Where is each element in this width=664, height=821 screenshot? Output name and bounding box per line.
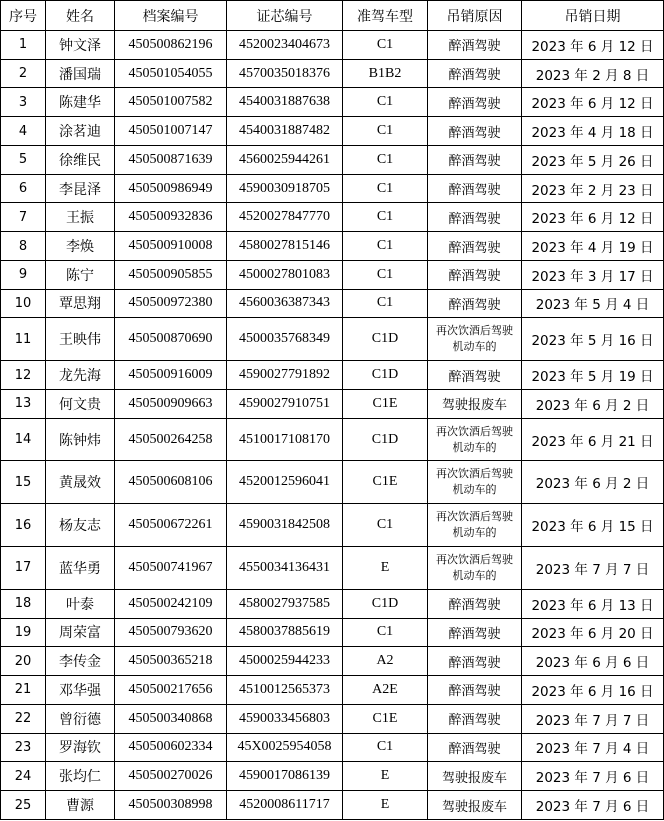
cell-name: 蓝华勇 [46,547,115,590]
cell-reason: 驾驶报废车 [428,791,522,820]
table-row [1,389,664,418]
cell-license-class: B1B2 [343,59,428,88]
cell-date: 2023 年 4 月 19 日 [522,232,664,261]
cell-reason: 醉酒驾驶 [428,145,522,174]
cell-cert-number: 4560036387343 [227,289,343,318]
table-body [1,31,664,820]
cell-file-number: 450500986949 [115,174,227,203]
cell-license-class: C1 [343,289,428,318]
table-row [1,232,664,261]
cell-license-class: C1E [343,389,428,418]
cell-reason: 再次饮酒后驾驶机动车的 [428,418,522,461]
cell-file-number: 450500308998 [115,791,227,820]
cell-reason: 醉酒驾驶 [428,59,522,88]
cell-license-class: E [343,762,428,791]
cell-name: 王振 [46,203,115,232]
cell-file-number: 450500242109 [115,589,227,618]
cell-cert-number: 4580027815146 [227,232,343,261]
cell-reason: 醉酒驾驶 [428,260,522,289]
cell-cert-number: 4520008611717 [227,791,343,820]
cell-name: 陈宁 [46,260,115,289]
cell-cert-number: 4590017086139 [227,762,343,791]
header-cell-reason: 吊销原因 [428,1,522,31]
cell-reason: 再次饮酒后驾驶机动车的 [428,461,522,504]
cell-date: 2023 年 2 月 23 日 [522,174,664,203]
cell-date: 2023 年 6 月 12 日 [522,88,664,117]
header-cell-license-class: 准驾车型 [343,1,428,31]
cell-date: 2023 年 6 月 6 日 [522,647,664,676]
header-row [1,1,664,31]
cell-license-class: A2 [343,647,428,676]
cell-cert-number: 4560025944261 [227,145,343,174]
cell-date: 2023 年 6 月 15 日 [522,504,664,547]
cell-index: 11 [1,318,46,361]
cell-index: 18 [1,589,46,618]
cell-index: 25 [1,791,46,820]
cell-license-class: C1 [343,618,428,647]
cell-cert-number: 4500027801083 [227,260,343,289]
cell-reason: 驾驶报废车 [428,762,522,791]
cell-date: 2023 年 7 月 7 日 [522,547,664,590]
cell-file-number: 450500365218 [115,647,227,676]
header-cell-index: 序号 [1,1,46,31]
cell-index: 16 [1,504,46,547]
table-row [1,174,664,203]
cell-license-class: C1D [343,589,428,618]
cell-cert-number: 4580037885619 [227,618,343,647]
cell-license-class: C1D [343,361,428,390]
cell-date: 2023 年 7 月 6 日 [522,791,664,820]
cell-date: 2023 年 7 月 6 日 [522,762,664,791]
cell-license-class: C1 [343,260,428,289]
cell-license-class: C1 [343,733,428,762]
cell-license-class: C1D [343,318,428,361]
cell-index: 23 [1,733,46,762]
cell-reason: 醉酒驾驶 [428,289,522,318]
cell-cert-number: 4590027791892 [227,361,343,390]
cell-index: 22 [1,704,46,733]
cell-file-number: 450501007147 [115,117,227,146]
cell-index: 15 [1,461,46,504]
cell-date: 2023 年 7 月 4 日 [522,733,664,762]
cell-reason: 醉酒驾驶 [428,676,522,705]
table-row [1,289,664,318]
cell-license-class: C1 [343,174,428,203]
cell-cert-number: 4590031842508 [227,504,343,547]
cell-name: 罗海钦 [46,733,115,762]
table-row [1,676,664,705]
cell-reason: 再次饮酒后驾驶机动车的 [428,318,522,361]
cell-reason: 再次饮酒后驾驶机动车的 [428,504,522,547]
cell-name: 曹源 [46,791,115,820]
cell-date: 2023 年 5 月 19 日 [522,361,664,390]
cell-date: 2023 年 5 月 16 日 [522,318,664,361]
cell-cert-number: 4590033456803 [227,704,343,733]
cell-name: 张均仁 [46,762,115,791]
header-cell-name: 姓名 [46,1,115,31]
cell-license-class: C1 [343,31,428,60]
cell-name: 潘国瑞 [46,59,115,88]
cell-name: 李昆泽 [46,174,115,203]
cell-name: 曾衍德 [46,704,115,733]
cell-license-class: C1E [343,461,428,504]
cell-name: 杨友志 [46,504,115,547]
table-row [1,589,664,618]
cell-cert-number: 4590030918705 [227,174,343,203]
cell-cert-number: 4500025944233 [227,647,343,676]
cell-index: 19 [1,618,46,647]
cell-file-number: 450500905855 [115,260,227,289]
cell-file-number: 450500972380 [115,289,227,318]
cell-date: 2023 年 6 月 21 日 [522,418,664,461]
cell-name: 陈建华 [46,88,115,117]
cell-reason: 醉酒驾驶 [428,733,522,762]
cell-index: 7 [1,203,46,232]
table-row [1,504,664,547]
cell-index: 24 [1,762,46,791]
cell-file-number: 450500916009 [115,361,227,390]
cell-index: 4 [1,117,46,146]
cell-reason: 醉酒驾驶 [428,589,522,618]
cell-index: 2 [1,59,46,88]
cell-file-number: 450500910008 [115,232,227,261]
cell-license-class: A2E [343,676,428,705]
table-row [1,145,664,174]
cell-cert-number: 4520023404673 [227,31,343,60]
cell-reason: 醉酒驾驶 [428,704,522,733]
cell-file-number: 450500932836 [115,203,227,232]
cell-name: 涂茗迪 [46,117,115,146]
cell-name: 黄晟效 [46,461,115,504]
cell-index: 10 [1,289,46,318]
cell-license-class: C1D [343,418,428,461]
cell-cert-number: 4510017108170 [227,418,343,461]
cell-file-number: 450500672261 [115,504,227,547]
cell-file-number: 450500608106 [115,461,227,504]
cell-index: 13 [1,389,46,418]
table-row [1,647,664,676]
cell-license-class: C1 [343,117,428,146]
cell-index: 17 [1,547,46,590]
cell-license-class: C1E [343,704,428,733]
cell-cert-number: 4520012596041 [227,461,343,504]
cell-date: 2023 年 6 月 12 日 [522,203,664,232]
header-cell-cert-number: 证芯编号 [227,1,343,31]
cell-file-number: 450500909663 [115,389,227,418]
cell-license-class: C1 [343,232,428,261]
cell-reason: 醉酒驾驶 [428,88,522,117]
cell-license-class: E [343,547,428,590]
cell-file-number: 450501054055 [115,59,227,88]
cell-reason: 醉酒驾驶 [428,618,522,647]
cell-file-number: 450500793620 [115,618,227,647]
cell-date: 2023 年 2 月 8 日 [522,59,664,88]
cell-reason: 驾驶报废车 [428,389,522,418]
table-row [1,361,664,390]
table-row [1,618,664,647]
cell-file-number: 450500217656 [115,676,227,705]
cell-name: 叶泰 [46,589,115,618]
cell-file-number: 450500741967 [115,547,227,590]
cell-index: 12 [1,361,46,390]
cell-file-number: 450500270026 [115,762,227,791]
cell-reason: 醉酒驾驶 [428,232,522,261]
cell-name: 陈钟炜 [46,418,115,461]
cell-cert-number: 4510012565373 [227,676,343,705]
cell-license-class: C1 [343,203,428,232]
cell-name: 何文贵 [46,389,115,418]
cell-index: 9 [1,260,46,289]
table-row [1,418,664,461]
table-row [1,59,664,88]
cell-reason: 醉酒驾驶 [428,361,522,390]
cell-index: 8 [1,232,46,261]
cell-file-number: 450500602334 [115,733,227,762]
header-cell-date: 吊销日期 [522,1,664,31]
cell-index: 5 [1,145,46,174]
cell-date: 2023 年 7 月 7 日 [522,704,664,733]
cell-cert-number: 4580027937585 [227,589,343,618]
cell-file-number: 450500340868 [115,704,227,733]
cell-reason: 再次饮酒后驾驶机动车的 [428,547,522,590]
table-row [1,318,664,361]
cell-name: 徐维民 [46,145,115,174]
cell-cert-number: 4550034136431 [227,547,343,590]
cell-cert-number: 45X0025954058 [227,733,343,762]
table-row [1,733,664,762]
cell-date: 2023 年 6 月 12 日 [522,31,664,60]
cell-date: 2023 年 4 月 18 日 [522,117,664,146]
cell-index: 1 [1,31,46,60]
cell-date: 2023 年 6 月 16 日 [522,676,664,705]
cell-license-class: C1 [343,504,428,547]
cell-date: 2023 年 5 月 26 日 [522,145,664,174]
cell-index: 21 [1,676,46,705]
cell-cert-number: 4540031887482 [227,117,343,146]
table-row [1,260,664,289]
cell-reason: 醉酒驾驶 [428,117,522,146]
cell-file-number: 450500264258 [115,418,227,461]
cell-date: 2023 年 6 月 2 日 [522,389,664,418]
cell-reason: 醉酒驾驶 [428,31,522,60]
cell-name: 钟文泽 [46,31,115,60]
table-row [1,88,664,117]
cell-license-class: E [343,791,428,820]
header-cell-file-number: 档案编号 [115,1,227,31]
table-row [1,704,664,733]
cell-license-class: C1 [343,145,428,174]
cell-name: 李焕 [46,232,115,261]
cell-cert-number: 4570035018376 [227,59,343,88]
cell-date: 2023 年 6 月 13 日 [522,589,664,618]
cell-index: 3 [1,88,46,117]
cell-name: 覃思翔 [46,289,115,318]
table-row [1,117,664,146]
cell-file-number: 450500862196 [115,31,227,60]
cell-date: 2023 年 6 月 20 日 [522,618,664,647]
cell-index: 6 [1,174,46,203]
cell-reason: 醉酒驾驶 [428,203,522,232]
table-row [1,31,664,60]
table-row [1,762,664,791]
cell-name: 龙先海 [46,361,115,390]
cell-name: 邓华强 [46,676,115,705]
cell-cert-number: 4540031887638 [227,88,343,117]
table-row [1,547,664,590]
cell-license-class: C1 [343,88,428,117]
table-row [1,791,664,820]
cell-name: 王映伟 [46,318,115,361]
cell-date: 2023 年 6 月 2 日 [522,461,664,504]
cell-cert-number: 4520027847770 [227,203,343,232]
cell-reason: 醉酒驾驶 [428,174,522,203]
cell-file-number: 450500870690 [115,318,227,361]
cell-cert-number: 4500035768349 [227,318,343,361]
cell-index: 20 [1,647,46,676]
cell-file-number: 450501007582 [115,88,227,117]
cell-file-number: 450500871639 [115,145,227,174]
cell-index: 14 [1,418,46,461]
table-row [1,203,664,232]
cell-date: 2023 年 3 月 17 日 [522,260,664,289]
cell-name: 李传金 [46,647,115,676]
table-row [1,461,664,504]
cell-cert-number: 4590027910751 [227,389,343,418]
cell-date: 2023 年 5 月 4 日 [522,289,664,318]
cell-name: 周荣富 [46,618,115,647]
cell-reason: 醉酒驾驶 [428,647,522,676]
